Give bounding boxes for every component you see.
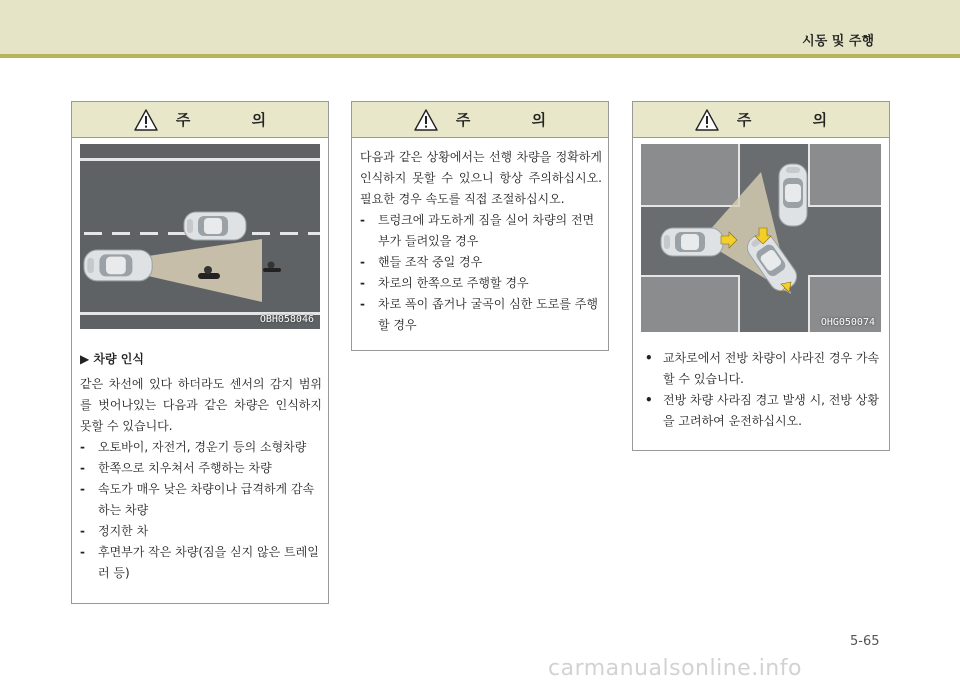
car-turning-away <box>779 164 807 226</box>
caution-header <box>352 102 608 138</box>
list-item <box>360 294 602 336</box>
lane-edge-top <box>80 158 320 161</box>
caution-paragraph: 다음과 같은 상황에서는 선행 차량을 정확하게 인식하지 못할 수 있으니 항상 주의하십시오. 필요한 경우 속도를 직접 조절하십시오. <box>360 150 602 206</box>
caution-box-intersection <box>632 101 890 451</box>
lane-sensor-illustration <box>80 144 320 329</box>
warning-triangle-icon <box>695 109 719 131</box>
watermark: carmanualsonline.info <box>548 656 802 681</box>
subheading: ▶ 차량 인식 <box>80 352 144 366</box>
list-item-text: 속도가 매우 낮은 차량이나 급격하게 감속하는 차량 <box>98 482 315 517</box>
caution-label: 주 의 <box>175 111 295 129</box>
list-item-text: 후면부가 작은 차량(짐을 싣지 않은 트레일러 등) <box>98 545 319 580</box>
lane-sensor-drawing <box>80 144 320 329</box>
list-marker: - <box>80 461 85 475</box>
caution-label: 주 의 <box>736 111 856 129</box>
caution-header <box>72 102 328 138</box>
list-item-text: 오토바이, 자전거, 경운기 등의 소형차량 <box>98 440 307 454</box>
list-item-text: 전방 차량 사라짐 경고 발생 시, 전방 상황을 고려하여 운전하십시오. <box>663 393 879 428</box>
list-item <box>645 390 883 432</box>
header-rule <box>0 54 960 58</box>
caution-box-vehicle-recognition <box>71 101 329 604</box>
list-item-text: 차로 폭이 좁거나 굴곡이 심한 도로를 주행할 경우 <box>378 297 598 332</box>
list-marker: - <box>80 545 85 559</box>
caution-body <box>80 349 322 584</box>
list-item-text: 차로의 한쪽으로 주행할 경우 <box>378 276 529 290</box>
list-item <box>80 458 322 479</box>
corner-block-tr <box>809 144 881 206</box>
list-marker: - <box>80 482 85 496</box>
caution-body <box>360 147 602 336</box>
intersection-drawing <box>641 144 881 332</box>
list-item <box>360 210 602 252</box>
list-marker: - <box>360 297 365 311</box>
warning-triangle-icon <box>414 109 438 131</box>
section-title: 시동 및 주행 <box>802 34 874 49</box>
list-item <box>645 348 883 390</box>
list-item <box>80 542 322 584</box>
list-item-text: 정지한 차 <box>98 524 149 538</box>
intersection-illustration <box>641 144 881 332</box>
list-marker: - <box>360 213 365 227</box>
own-car <box>661 228 723 256</box>
own-car <box>84 250 152 281</box>
caution-body <box>645 348 883 432</box>
list-item <box>80 521 322 542</box>
caution-header <box>633 102 889 138</box>
list-item-text: 핸들 조작 중일 경우 <box>378 255 483 269</box>
list-marker: • <box>645 393 653 407</box>
list-marker: - <box>80 524 85 538</box>
page-number: 5-65 <box>850 634 880 649</box>
list-item <box>80 437 322 458</box>
caution-box-preceding-vehicle <box>351 101 609 351</box>
caution-label: 주 의 <box>455 111 575 129</box>
list-item <box>360 273 602 294</box>
figure-code: OBH058046 <box>259 314 314 325</box>
list-item-text: 한쪽으로 치우쳐서 주행하는 차량 <box>98 461 272 475</box>
list-marker: • <box>645 351 653 365</box>
list-marker: - <box>360 255 365 269</box>
corner-block-bl <box>641 276 739 332</box>
list-item <box>80 479 322 521</box>
car-ahead-offset <box>184 212 246 240</box>
list-item-text: 교차로에서 전방 차량이 사라진 경우 가속할 수 있습니다. <box>663 351 880 386</box>
figure-code: OHG050074 <box>820 317 875 328</box>
list-item-text: 트렁크에 과도하게 짐을 실어 차량의 전면부가 들려있을 경우 <box>378 213 595 248</box>
warning-triangle-icon <box>134 109 158 131</box>
caution-paragraph: 같은 차선에 있다 하더라도 센서의 감지 범위를 벗어나있는 다음과 같은 차량은 인식하지 못할 수 있습니다. <box>80 377 322 433</box>
list-item <box>360 252 602 273</box>
list-marker: - <box>80 440 85 454</box>
corner-block-tl <box>641 144 739 206</box>
list-marker: - <box>360 276 365 290</box>
